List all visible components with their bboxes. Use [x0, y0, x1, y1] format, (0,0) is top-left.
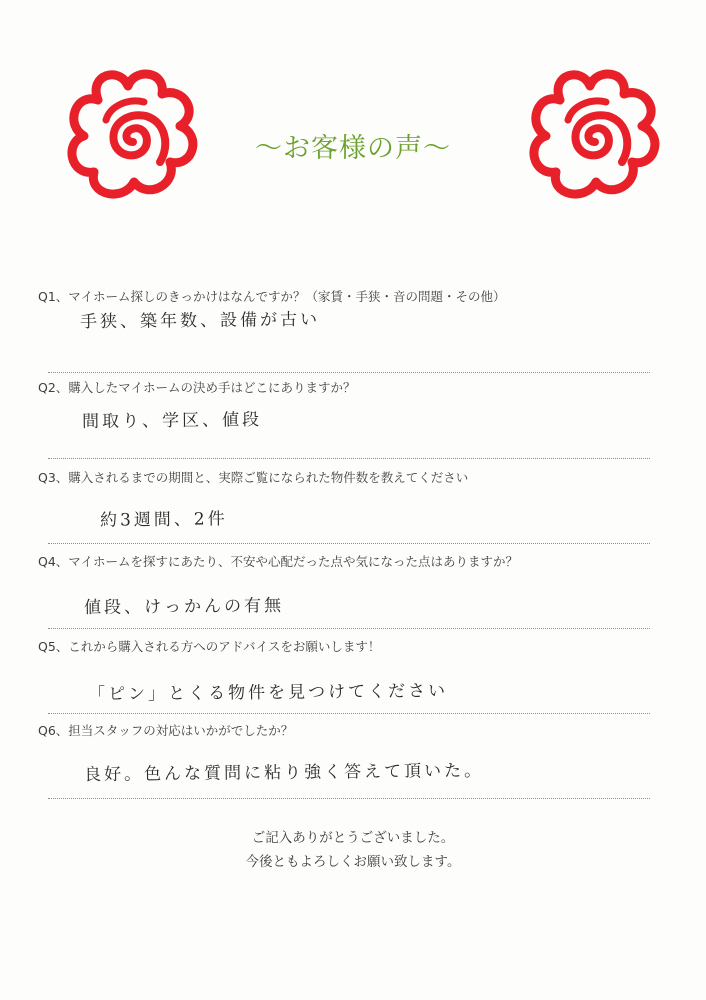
answer-4-handwritten: 値段、けっかんの有無	[83, 595, 285, 619]
question-4-label: Q4、マイホームを探すにあたり、不安や心配だった点や気になった点はありますか？	[38, 554, 519, 569]
answer-3-handwritten: 約3週間、2件	[99, 509, 228, 531]
answer-5-handwritten: 「ピン」とくる物件を見つけてください	[87, 681, 449, 705]
closing-line-2: 今後ともよろしくお願い致します。	[245, 854, 461, 870]
answer-divider	[48, 458, 650, 459]
answer-2-handwritten: 間取り、学区、値段	[81, 410, 263, 432]
answer-divider	[48, 628, 650, 629]
closing-line-1: ご記入ありがとうございました。	[251, 830, 455, 846]
question-1-label: Q1、マイホーム探しのきっかけはなんですか？（家賃・手狭・音の問題・その他）	[38, 289, 506, 304]
answer-divider	[48, 713, 650, 714]
answer-6-handwritten: 良好。色んな質問に粘り強く答えて頂いた。	[83, 760, 485, 786]
answer-1-handwritten: 手狭、築年数、設備が古い	[79, 309, 321, 333]
page-title: ～お客様の声～	[255, 133, 451, 164]
question-3-label: Q3、購入されるまでの期間と、実際ご覧になられた物件数を教えてください	[38, 470, 469, 485]
answer-divider	[48, 798, 650, 799]
answer-divider	[48, 543, 650, 544]
question-2-label: Q2、購入したマイホームの決め手はどこにありますか？	[38, 380, 356, 395]
answer-divider	[48, 372, 650, 373]
question-6-label: Q6、担当スタッフの対応はいかがでしたか？	[38, 723, 294, 738]
question-5-label: Q5、これから購入される方へのアドバイスをお願いします！	[38, 639, 381, 654]
